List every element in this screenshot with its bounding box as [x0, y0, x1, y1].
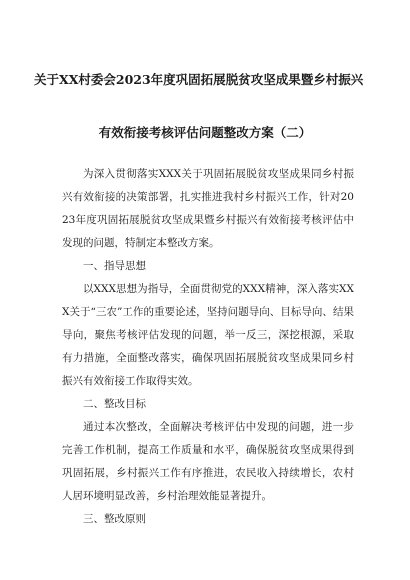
section-body-rectification-goals: 通过本次整改，全面解决考核评估中发现的问题，进一步完善工作机制，提高工作质量和水平，确保脱贫攻坚成果得到巩固拓展，乡村振兴工作有序推进，农民收入持续增长，农村人居环境明显改善，乡村治理效能显著提升。 [62, 421, 354, 502]
intro-paragraph: 为深入贯彻落实XXX关于巩固拓展脱贫攻坚成果同乡村振兴有效衔接的决策部署，扎实推进我村乡村振兴工作，针对2023年度巩固拓展脱贫攻坚成果暨乡村振兴有效衔接考核评估中发现的问题，特制定本整改方案。 [62, 168, 354, 249]
section-heading-rectification-goals: 二、整改目标 [83, 398, 146, 410]
document-title-line-2: 有效衔接考核评估问题整改方案（二） [98, 125, 312, 140]
section-heading-rectification-principles: 三、整改原则 [83, 513, 146, 525]
section-body-guiding-ideology: 以XXX思想为指导，全面贯彻党的XXX精神，深入落实XXX关于“三农”工作的重要论述，坚持问题导向、目标导向、结果导向，聚焦考核评估发现的问题，举一反三，深挖根源，采取有力措施，全面整改落实，确保巩固拓展脱贫攻坚成果同乡村振兴有效衔接工作取得实效。 [62, 283, 354, 387]
document-title-line-1: 关于XX村委会2023年度巩固拓展脱贫攻坚成果暨乡村振兴 [34, 72, 364, 87]
section-heading-guiding-ideology: 一、指导思想 [83, 260, 146, 272]
